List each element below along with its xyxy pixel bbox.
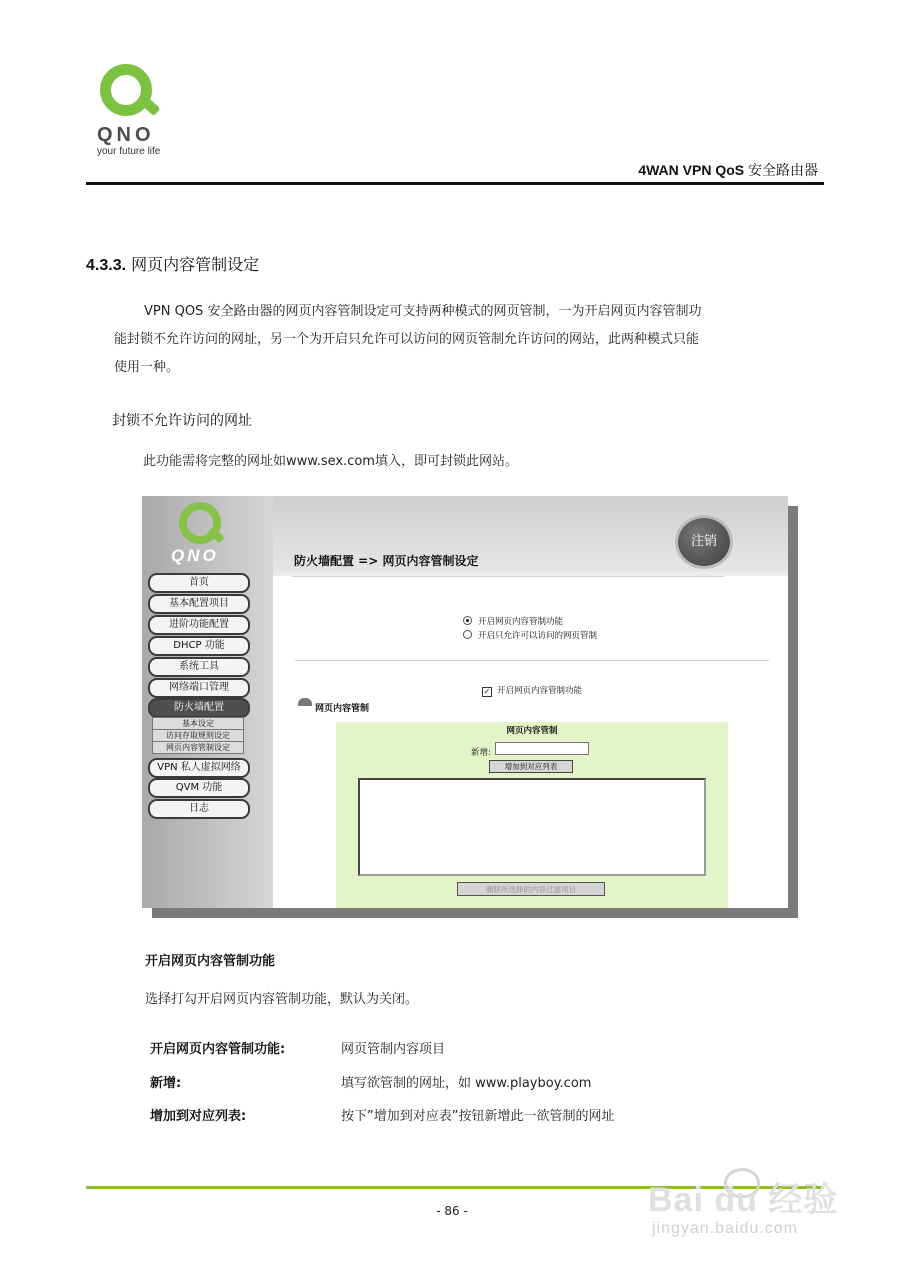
logout-button[interactable]: 注销 [678,518,730,566]
nav-log[interactable]: 日志 [148,799,250,819]
breadcrumb: 防火墙配置 => 网页内容管制设定 [294,554,479,568]
radio-allow-mode[interactable] [463,629,597,641]
def-term: 新增: [150,1076,182,1091]
router-screenshot [142,496,788,908]
header-title-cn: 安全路由器 [748,162,818,178]
intro-line: 使用一种。 [114,360,180,375]
def-term: 增加到对应列表: [150,1109,247,1124]
section-number: 4.3.3. [86,257,127,274]
add-to-list-button[interactable]: 增加到对应列表 [489,760,573,773]
section-label: 网页内容管制 [315,704,370,714]
delete-selected-button[interactable]: 删除所选择的内容过滤项目 [457,882,605,896]
watermark-url: jingyan.baidu.com [652,1220,798,1237]
header-title-en: 4WAN VPN QoS [638,162,748,178]
nav-dhcp[interactable]: DHCP 功能 [148,636,250,656]
intro-line: VPN QOS 安全路由器的网页内容管制设定可支持两种模式的网页管制，一为开启网页内容管制功 [144,304,702,319]
intro-paragraph [114,298,804,382]
nav-qvm[interactable]: QVM 功能 [148,778,250,798]
logo-brand: QNO [97,124,155,146]
content-top-line [292,576,724,577]
header-rule [86,182,824,185]
radio-block-label: 开启网页内容管制功能 [478,617,564,627]
radio-selected-icon[interactable] [463,616,472,625]
watermark-brand: Bai du 经验 [648,1181,839,1219]
add-url-input[interactable] [495,742,589,755]
page-number: - 86 - [436,1204,468,1218]
section-heading [86,252,259,275]
radio-allow-label: 开启只允许可以访问的网页管制 [478,631,598,641]
filter-list-box[interactable] [358,778,706,876]
radio-block-mode[interactable] [463,615,563,627]
checkbox-icon[interactable]: ✓ [483,687,491,696]
intro-line: 能封锁不允许访问的网址，另一个为开启只允许可以访问的网页管制允许访问的网站，此两种模式只能 [114,332,700,347]
nav-basic-config[interactable]: 基本配置项目 [148,594,250,614]
nav-advanced-config[interactable]: 进阶功能配置 [148,615,250,635]
subnav-access-rules[interactable]: 访问存取规则设定 [152,729,244,742]
section-title: 网页内容管制设定 [126,255,260,274]
nav-system-tools[interactable]: 系统工具 [148,657,250,677]
add-label: 新增: [471,748,491,758]
enable-checkbox-row[interactable] [482,684,582,697]
logo-slogan: your future life [97,146,161,157]
content-filter-panel [336,722,728,908]
screenshot-logo-brand: QNO [171,546,219,565]
nav-firewall[interactable]: 防火墙配置 [148,698,250,718]
header-title [638,160,818,180]
radio-unselected-icon[interactable] [463,630,472,639]
def-desc: 填写欲管制的网址，如 www.playboy.com [341,1076,592,1091]
hint-text: 此功能需将完整的网址如www.sex.com填入，即可封锁此网站。 [143,454,518,469]
divider [295,660,769,661]
panel-title: 网页内容管制 [506,726,558,736]
def-term: 开启网页内容管制功能: [150,1042,286,1057]
def-desc: 网页管制内容项目 [341,1042,446,1057]
folder-tab-icon [298,698,312,706]
enable-checkbox-label: 开启网页内容管制功能 [497,686,583,696]
nav-vpn[interactable]: VPN 私人虚拟网络 [148,758,250,778]
enable-heading: 开启网页内容管制功能 [145,954,276,969]
subnav-basic-settings[interactable]: 基本设定 [152,717,244,730]
def-desc: 按下”增加到对应表”按钮新增此一欲管制的网址 [341,1109,615,1124]
subheading: 封锁不允许访问的网址 [112,413,252,429]
subnav-content-filter[interactable]: 网页内容管制设定 [152,741,244,754]
enable-description: 选择打勾开启网页内容管制功能，默认为关闭。 [145,992,419,1007]
nav-port-management[interactable]: 网络端口管理 [148,678,250,698]
nav-home[interactable]: 首页 [148,573,250,593]
